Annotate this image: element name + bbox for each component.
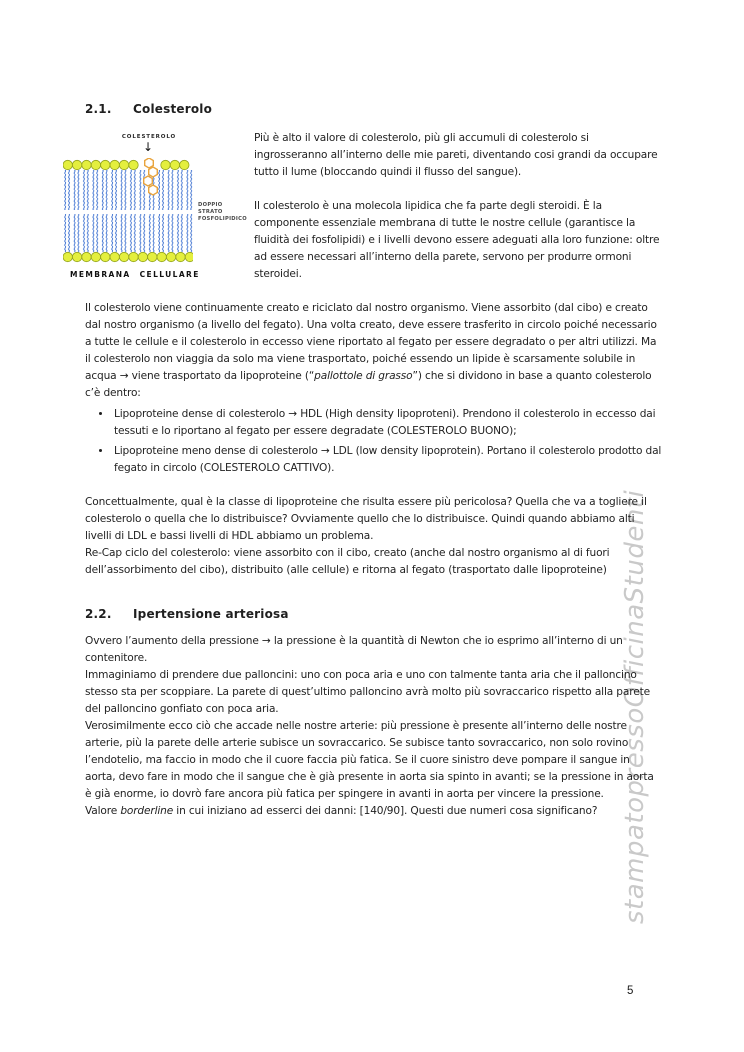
paragraph-intro: Più è alto il valore di colesterolo, più gli accumuli di colesterolo si ingrosseranno all’interno delle mie pareti, diventando cosi grandi da occupare tutto il lume (bloccando quindi il flusso del sangue). bbox=[254, 132, 658, 178]
section-title: Ipertensione arteriosa bbox=[133, 607, 289, 621]
document-body bbox=[70, 102, 662, 820]
membrane-label: MEMBRANA CELLULARE bbox=[70, 270, 200, 279]
down-arrow-icon: ↓ bbox=[143, 140, 154, 154]
lipoprotein-list bbox=[85, 406, 662, 477]
paragraph-arteries: Verosimilmente ecco ciò che accade nelle nostre arterie: più pressione è presente all’interno delle nostre arterie, più la parete delle arterie subisce un sovraccarico. Se subisce tanto sovraccarico, non solo rovino l’endotelio, ma faccio in modo che il cuore faccia più fatica. Se il cuore sinistro deve pompare il sangue in aorta, devo fare in modo che il sangue che è già presente in aorta sia spinto in avanti; se la pressione in aorta è già enorme, io dovrò fare ancora più fatica per spingere in avanti in aorta per vincere la pressione. bbox=[85, 720, 654, 800]
paragraph-pressure: Ovvero l’aumento della pressione → la pressione è la quantità di Newton che io esprimo all’interno di un contenitore. bbox=[85, 635, 623, 664]
membrane-diagram bbox=[62, 134, 248, 284]
lower-leaflet-tails bbox=[63, 214, 193, 252]
paragraph-cycle: Il colesterolo viene continuamente creato e riciclato dal nostro organismo. Viene assorbito (dal cibo) e creato dal nostro organismo (a livello del fegato). Una volta creato, deve essere trasferito in circolo poiché necessario a tutte le cellule e il colesterolo in eccesso viene riportato al fegato per essere degradato o per altri utilizzi. Ma il colesterolo non viaggia da solo ma viene trasportato, poiché essendo un lipide è scarsamente solubile in acqua → viene trasportato da lipoproteine (“pallottole di grasso”) che si dividono in base a quanto colesterolo c’è dentro: bbox=[85, 302, 657, 399]
paragraph-question: Concettualmente, qual è la classe di lipoproteine che risulta essere più pericolosa? Quella che va a togliere il colesterolo o quella che lo distribuisce? Ovviamente quello che lo distribuisce. Quindi quando abbiamo alti livelli di LDL e bassi livelli di HDL abbiamo un problema. bbox=[85, 496, 647, 542]
paragraph-recap: Re-Cap ciclo del colesterolo: viene assorbito con il cibo, creato (anche dal nostro organismo al di fuori dell’assorbimento del cibo), distribuito (alle cellule) e ritorna al fegato (trasportato dalle lipoproteine) bbox=[85, 547, 610, 576]
paragraph-borderline: Valore borderline in cui iniziano ad esserci dei danni: [140/90]. Questi due numeri cosa significano? bbox=[85, 805, 598, 817]
paragraph-membrane: Il colesterolo è una molecola lipidica che fa parte degli steroidi. È la componente essenziale membrana di tutte le nostre cellule (garantisce la fluidità dei fosfolipidi) e i livelli devono essere adeguati alla loro funzione: oltre ad essere necessari all’interno della parete, servono per produrre ormoni steroidei. bbox=[254, 200, 660, 280]
upper-leaflet-tails bbox=[63, 170, 193, 210]
italic-pallottole: pallottole di grasso bbox=[314, 370, 413, 382]
section-heading-ipertensione bbox=[85, 607, 662, 621]
page-number: 5 bbox=[627, 985, 634, 997]
cholesterol-label: COLESTEROLO bbox=[121, 134, 177, 140]
phospholipid-bilayer-graphic bbox=[63, 158, 193, 264]
section-title: Colesterolo bbox=[133, 102, 213, 116]
bilayer-label: DOPPIO STRATO FOSFOLIPIDICO bbox=[198, 202, 247, 222]
paragraph-balloons: Immaginiamo di prendere due palloncini: uno con poca aria e uno con talmente tanta aria che il palloncino stesso sta per scoppiare. La parete di quest’ultimo palloncino avrà molto più sovraccarico rispetto alla parete del palloncino gonfiato con poca aria. bbox=[85, 669, 650, 715]
list-item-hdl: • Lipoproteine dense di colesterolo → HDL (High density lipoproteni). Prendono il colesterolo in eccesso dai tessuti e lo riportano al fegato per essere degradate (COLESTEROLO BUONO); bbox=[112, 406, 662, 440]
section-heading-colesterolo bbox=[85, 102, 662, 116]
section-number: 2.2. bbox=[85, 607, 112, 621]
section-number: 2.1. bbox=[85, 102, 112, 116]
italic-borderline: borderline bbox=[120, 805, 174, 817]
list-item-ldl: • Lipoproteine meno dense di colesterolo → LDL (low density lipoprotein). Portano il colesterolo prodotto dal fegato in circolo (COLESTEROLO CATTIVO). bbox=[112, 443, 662, 477]
watermark: stampatopressoOfficinaStudenti bbox=[620, 489, 650, 924]
section-colesterolo-flow bbox=[70, 130, 662, 579]
